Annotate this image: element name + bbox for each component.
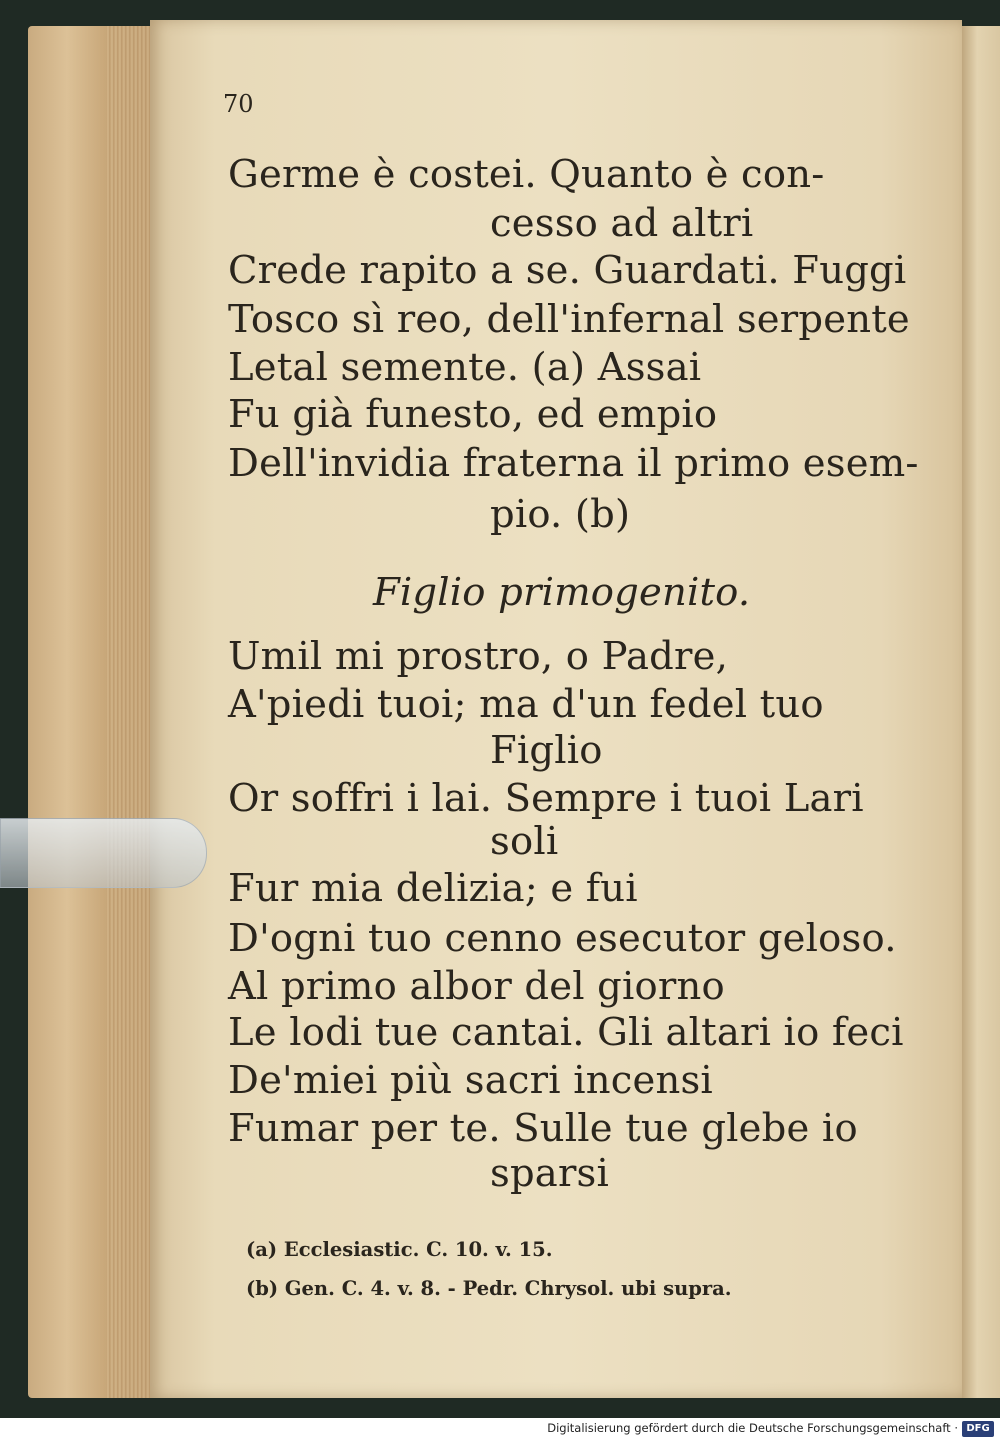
text-line: Fumar per te. Sulle tue glebe io <box>228 1106 858 1151</box>
text-line: soli <box>490 819 559 864</box>
dfg-logo: DFG <box>962 1421 994 1437</box>
text-line: D'ogni tuo cenno esecutor geloso. <box>228 916 897 961</box>
book-edge-left <box>28 26 158 1398</box>
footnote: (b) Gen. C. 4. v. 8. - Pedr. Chrysol. ubi supra. <box>246 1277 732 1300</box>
text-line: Letal semente. (a) Assai <box>228 345 702 390</box>
text-line: Dell'invidia fraterna il primo esem- <box>228 441 919 486</box>
text-line: A'piedi tuoi; ma d'un fedel tuo <box>228 682 824 727</box>
footer-credit: Digitalisierung gefördert durch die Deutsche Forschungsgemeinschaft · <box>547 1421 958 1435</box>
text-line: Or soffri i lai. Sempre i tuoi Lari <box>228 776 864 821</box>
text-line: Le lodi tue cantai. Gli altari io feci <box>228 1010 904 1055</box>
text-line: Fu già funesto, ed empio <box>228 392 718 437</box>
page-number: 70 <box>223 90 254 118</box>
text-line: Al primo albor del giorno <box>228 964 725 1009</box>
facing-page-edge <box>962 26 1000 1398</box>
section-heading: Figlio primogenito. <box>373 570 751 615</box>
text-line: cesso ad altri <box>490 201 754 246</box>
text-line: Tosco sì reo, dell'infernal serpente <box>228 297 910 342</box>
text-line: Umil mi prostro, o Padre, <box>228 634 729 679</box>
page-holder-clip <box>0 818 207 888</box>
text-line: Germe è costei. Quanto è con- <box>228 152 825 197</box>
text-line: sparsi <box>490 1151 610 1196</box>
text-line: De'miei più sacri incensi <box>228 1058 713 1103</box>
text-line: Crede rapito a se. Guardati. Fuggi <box>228 248 907 293</box>
footnote: (a) Ecclesiastic. C. 10. v. 15. <box>246 1238 553 1261</box>
text-line: Figlio <box>490 728 603 773</box>
text-line: pio. (b) <box>490 492 631 537</box>
text-line: Fur mia delizia; e fui <box>228 866 638 911</box>
